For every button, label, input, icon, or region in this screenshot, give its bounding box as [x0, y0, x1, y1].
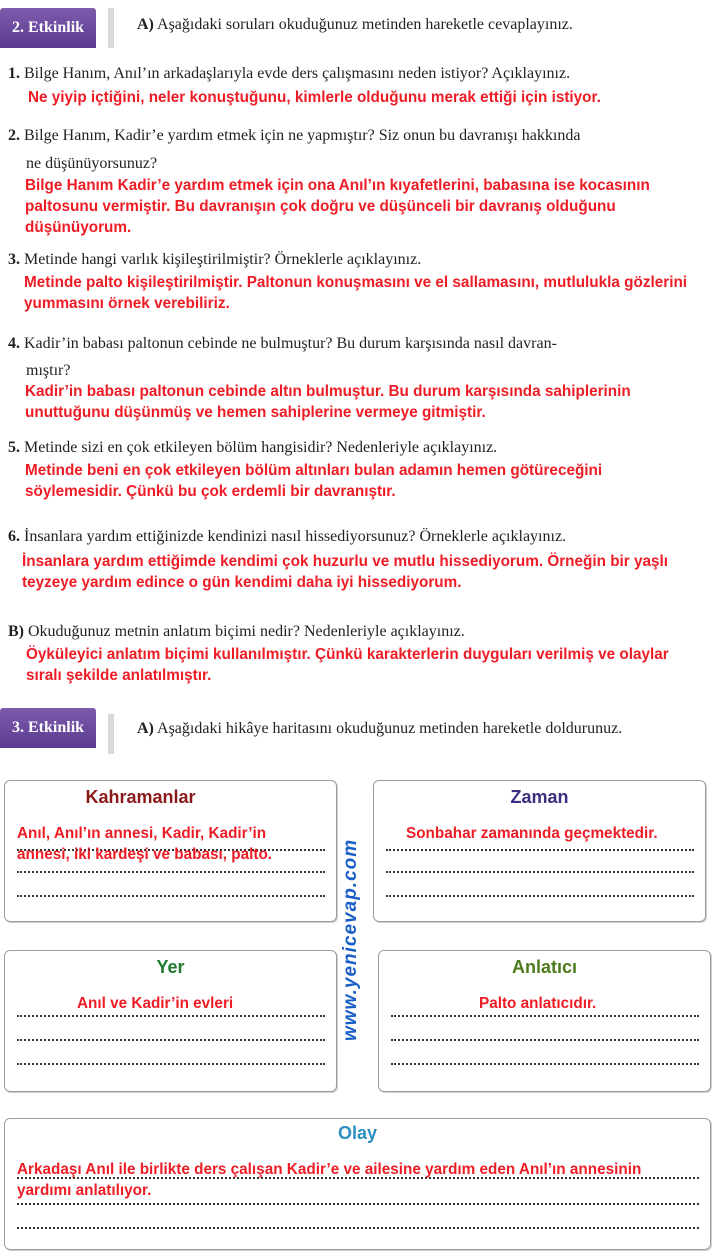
box-title-olay: Olay	[337, 1123, 378, 1143]
answer-yer: Anıl ve Kadir’in evleri	[77, 995, 234, 1012]
dotted-line	[17, 1203, 699, 1205]
question-3: 3. Metinde hangi varlık kişileştirilmiştir? Örneklerle açıklayınız.	[8, 251, 422, 268]
dotted-line	[17, 1039, 325, 1041]
watermark: www.yenicevap.com	[340, 838, 361, 1042]
question-2-line-2: ne düşünüyorsunuz?	[26, 155, 158, 172]
box-zaman	[373, 780, 706, 922]
dotted-line	[17, 1227, 699, 1229]
dotted-line	[17, 1063, 325, 1065]
dotted-line	[386, 849, 694, 851]
answer-6: İnsanlara yardım ettiğimde kendimi çok huzurlu ve mutlu hissediyorum. Örneğin bir yaşlı teyzeye yardım edince o gün kendimi daha iyi hissediyorum.	[22, 553, 669, 591]
answer-zaman: Sonbahar zamanında geçmektedir.	[406, 825, 658, 842]
box-kahramanlar	[4, 780, 337, 922]
dotted-line	[391, 1015, 699, 1017]
question-2: 2. Bilge Hanım, Kadir’e yardım etmek için ne yapmıştır? Siz onun bu davranışı hakkında	[8, 127, 581, 144]
activity-2-tag: 2. Etkinlik	[0, 8, 96, 48]
dotted-line	[391, 1063, 699, 1065]
dotted-line	[386, 895, 694, 897]
box-title-kahramanlar: Kahramanlar	[85, 787, 196, 807]
dotted-line	[17, 895, 325, 897]
question-1: 1. Bilge Hanım, Anıl’ın arkadaşlarıyla evde ders çalışmasını neden istiyor? Açıklayınız.	[8, 65, 571, 82]
answer-olay: Arkadaşı Anıl ile birlikte ders çalışan Kadir’e ve ailesine yardım eden Anıl’ın annesinin yardımı anlatılıyor.	[17, 1161, 642, 1199]
box-title-yer: Yer	[156, 957, 185, 977]
tag-shadow	[108, 714, 114, 754]
box-title-zaman: Zaman	[510, 787, 569, 807]
dotted-line	[17, 871, 325, 873]
dotted-line	[17, 1015, 325, 1017]
part-a-letter: A)	[137, 720, 154, 737]
part-a-text: Aşağıdaki soruları okuduğunuz metinden hareketle cevaplayınız.	[157, 16, 573, 33]
part-b-question: B) Okuduğunuz metnin anlatım biçimi nedir? Nedenleriyle açıklayınız.	[8, 623, 465, 640]
activity-2-instruction	[137, 16, 573, 34]
question-4: 4. Kadir’in babası paltonun cebinde ne bulmuştur? Bu durum karşısında nasıl davran-	[8, 335, 557, 352]
box-olay	[4, 1118, 711, 1250]
question-4-line-2: mıştır?	[26, 362, 71, 379]
answer-2: Bilge Hanım Kadir’e yardım etmek için ona Anıl’ın kıyafetlerini, babasına ise kocasının paltosunu vermiştir. Bu davranışın çok doğru ve düşünceli bir davranış olduğunu düşünüyorum.	[25, 177, 650, 236]
question-5: 5. Metinde sizi en çok etkileyen bölüm hangisidir? Nedenleriyle açıklayınız.	[8, 439, 498, 456]
answer-1: Ne yiyip içtiğini, neler konuştuğunu, kimlerle olduğunu merak ettiği için istiyor.	[28, 89, 601, 106]
answer-4: Kadir’in babası paltonun cebinde altın bulmuştur. Bu durum karşısında sahiplerinin unuttuğunu düşünmüş ve hemen sahiplerine vermeye gitmiştir.	[25, 383, 631, 421]
box-yer	[4, 950, 337, 1092]
box-anlatici	[378, 950, 711, 1092]
dotted-line	[391, 1039, 699, 1041]
dotted-line	[386, 871, 694, 873]
part-a-text: Aşağıdaki hikâye haritasını okuduğunuz metinden hareketle doldurunuz.	[157, 720, 623, 737]
activity-3-tag: 3. Etkinlik	[0, 708, 96, 748]
tag-shadow	[108, 8, 114, 48]
part-b-answer: Öyküleyici anlatım biçimi kullanılmıştır. Çünkü karakterlerin duyguları verilmiş ve olaylar sıralı şekilde anlatılmıştır.	[26, 646, 669, 684]
answer-anlatici: Palto anlatıcıdır.	[479, 995, 597, 1012]
question-6: 6. İnsanlara yardım ettiğinizde kendinizi nasıl hissediyorsunuz? Örneklerle açıklayınız.	[8, 528, 567, 545]
part-a-letter: A)	[137, 16, 154, 33]
activity-3-instruction	[137, 720, 622, 738]
answer-kahramanlar: Anıl, Anıl’ın annesi, Kadir, Kadir’in annesi, iki kardeşi ve babası, palto.	[17, 825, 273, 863]
answer-5: Metinde beni en çok etkileyen bölüm altınları bulan adamın hemen götüreceğini söylemesidir. Çünkü bu çok erdemli bir davranıştır.	[25, 462, 603, 500]
box-title-anlatici: Anlatıcı	[511, 957, 577, 977]
answer-3: Metinde palto kişileştirilmiştir. Paltonun konuşmasını ve el sallamasını, mutlulukla gözlerini yummasını örnek verebiliriz.	[24, 274, 688, 312]
